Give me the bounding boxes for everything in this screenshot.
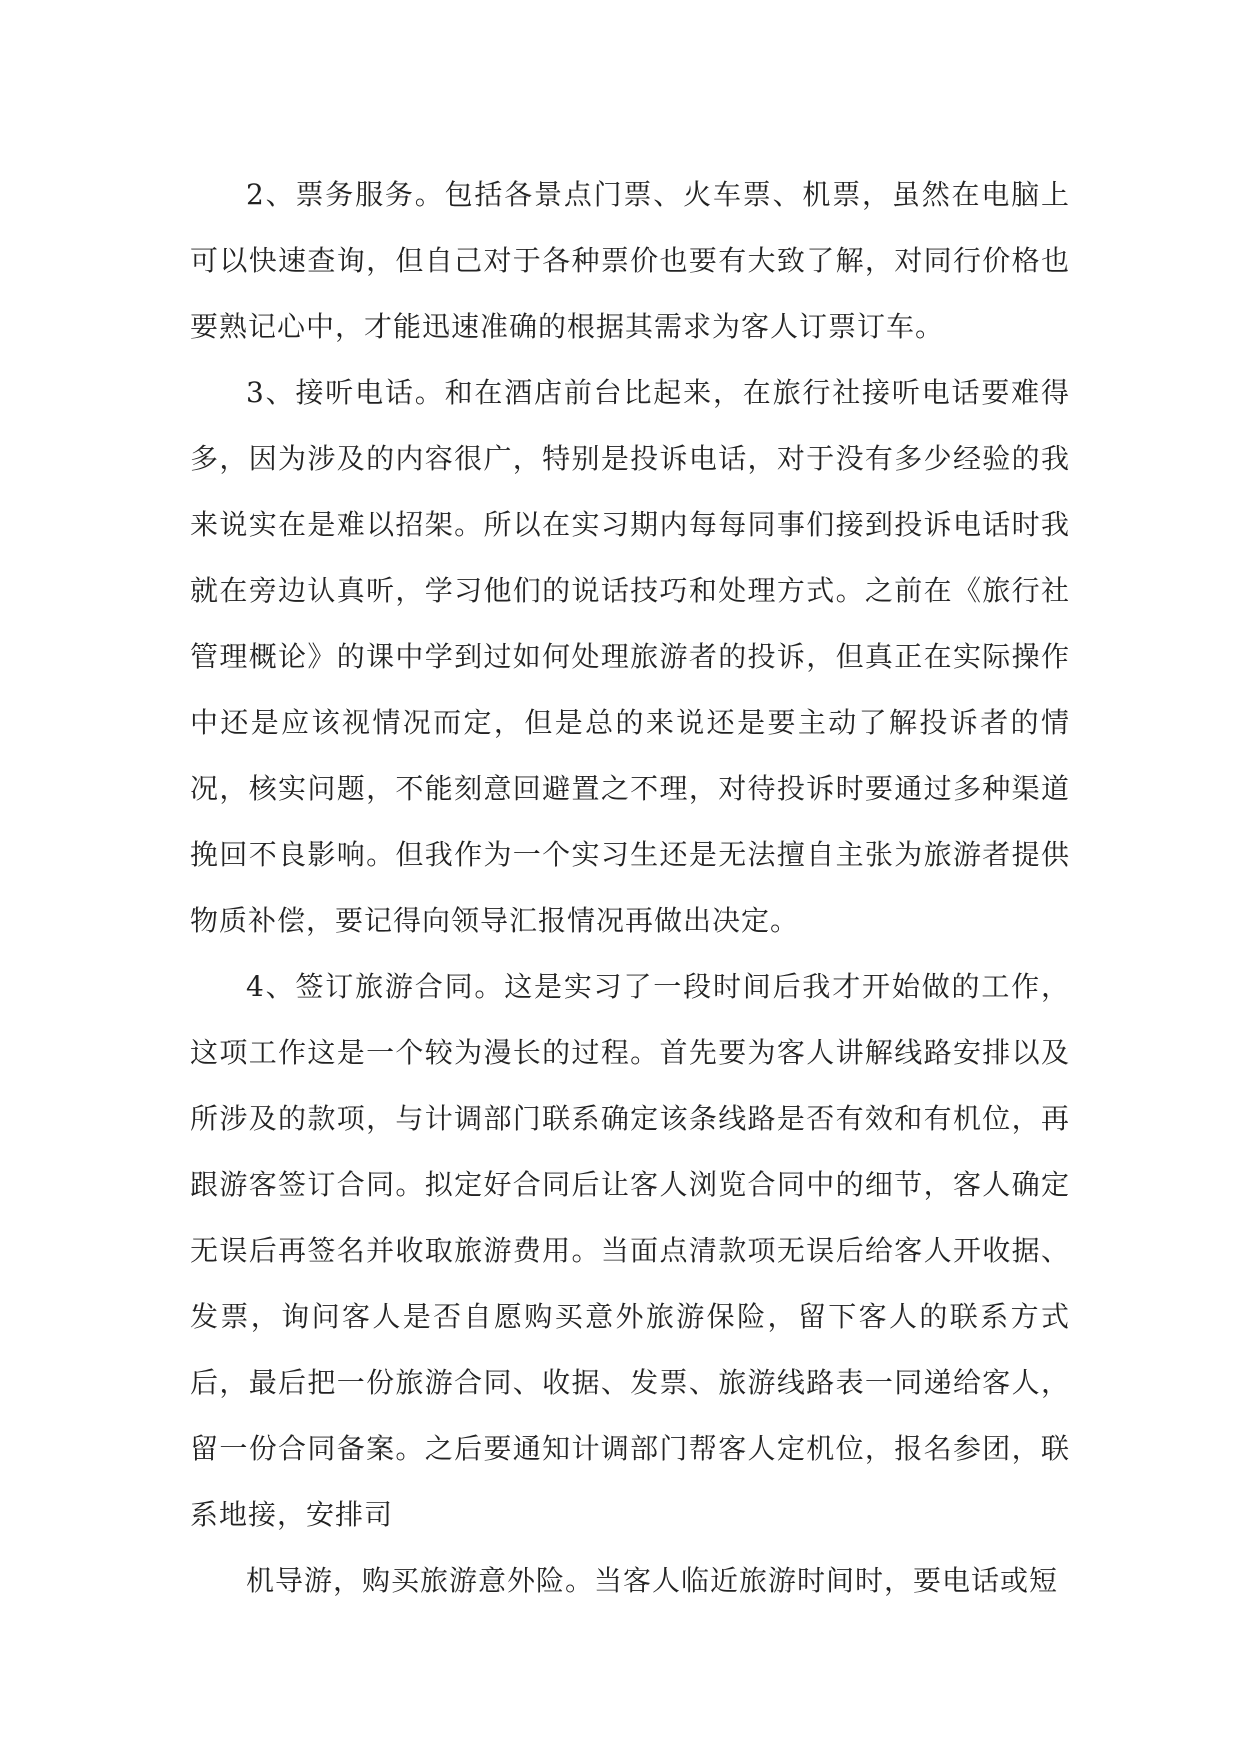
document-body — [190, 162, 1070, 1614]
paragraph-sign-contract: 4、签订旅游合同。这是实习了一段时间后我才开始做的工作，这项工作这是一个较为漫长的过程。首先要为客人讲解线路安排以及所涉及的款项，与计调部门联系确定该条线路是否有效和有机位，再跟游客签订合同。拟定好合同后让客人浏览合同中的细节，客人确定无误后再签名并收取旅游费用。当面点清款项无误后给客人开收据、发票，询问客人是否自愿购买意外旅游保险，留下客人的联系方式后，最后把一份旅游合同、收据、发票、旅游线路表一同递给客人，留一份合同备案。之后要通知计调部门帮客人定机位，报名参团，联系地接，安排司 — [190, 970, 1070, 1531]
paragraph-answer-phone: 3、接听电话。和在酒店前台比起来，在旅行社接听电话要难得多，因为涉及的内容很广，特别是投诉电话，对于没有多少经验的我来说实在是难以招架。所以在实习期内每每同事们接到投诉电话时我就在旁边认真听，学习他们的说话技巧和处理方式。之前在《旅行社管理概论》的课中学到过如何处理旅游者的投诉，但真正在实际操作中还是应该视情况而定，但是总的来说还是要主动了解投诉者的情况，核实问题，不能刻意回避置之不理，对待投诉时要通过多种渠道挽回不良影响。但我作为一个实习生还是无法擅自主张为旅游者提供物质补偿，要记得向领导汇报情况再做出决定。 — [190, 376, 1070, 937]
paragraph-continuation: 机导游，购买旅游意外险。当客人临近旅游时间时，要电话或短 — [246, 1564, 1059, 1597]
paragraph-ticket-service: 2、票务服务。包括各景点门票、火车票、机票，虽然在电脑上可以快速查询，但自己对于各种票价也要有大致了解，对同行价格也要熟记心中，才能迅速准确的根据其需求为客人订票订车。 — [190, 178, 1070, 343]
